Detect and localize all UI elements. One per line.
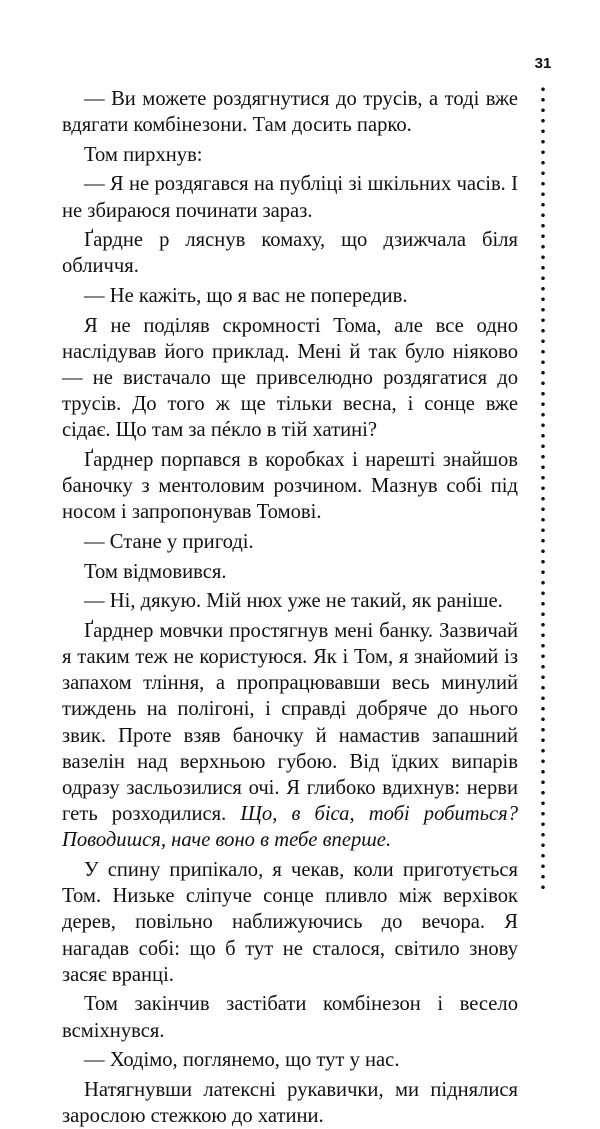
paragraph: Ґарднер порпався в коробках і нарешті знайшов баночку з ментоловим розчином. Мазнув собі під носом і запропонував Томові.	[62, 448, 518, 524]
paragraph: — Не кажіть, що я вас не попередив.	[84, 284, 408, 307]
paragraph: — Ви можете роздягнутися до трусів, а тоді вже вдягати комбінезони. Там досить парко.	[62, 88, 518, 137]
paragraph: — Ходімо, поглянемо, що тут у нас.	[84, 1049, 400, 1072]
paragraph: — Стане у пригоді.	[84, 530, 254, 553]
paragraph: Ґардне р ляснув комаху, що дзижчала біля обличчя.	[62, 229, 518, 278]
paragraph: Я не поділяв скромності Тома, але все одно наслідував його приклад. Мені й так було ніяково — не вистачало ще привселюдно роздягатися до трусів. До того ж ще тільки весна, і сонце вже сідає. Що там за пéкло в тій хатині?	[62, 314, 518, 442]
paragraph: Том відмовився.	[84, 560, 227, 583]
paragraph-text: Ґарднер мовчки простягнув мені банку. Зазвичай я таким теж не користуюся. Як і Том, я знайомий із запахом тління, а пропрацювавши весь минулий тиждень на полігоні, і справді добряче до нього звик. Проте взяв баночку й намастив запашний вазелін над верхньою губою. Від їдких випарів одразу засльозилися очі. Я глибоко вдихнув: нерви геть розходилися.	[62, 619, 518, 826]
paragraph: Том закінчив застібати комбінезон і весело всміхнувся.	[62, 993, 518, 1042]
paragraph: Том пирхнув:	[84, 143, 203, 166]
dotted-margin-rule	[540, 84, 546, 894]
paragraph: — Ні, дякую. Мій нюх уже не такий, як раніше.	[84, 590, 503, 613]
paragraph: У спину припікало, я чекав, коли приготується Том. Низьке сліпуче сонце пливло між верхівок дерев, повільно наближуючись до вечора. Я нагадав собі: що б тут не сталося, світило знову засяє вранці.	[62, 858, 518, 986]
page-number: 31	[534, 55, 552, 72]
paragraph: Натягнувши латексні рукавички, ми піднялися зарослою стежкою до хатини.	[62, 1078, 518, 1127]
paragraph	[62, 618, 518, 854]
italic-inner-thought: Що, в біса, тобі робиться? Поводишся, наче воно в тебе вперше.	[62, 803, 519, 852]
paragraph: — Я не роздягався на публіці зі шкільних часів. І не збираюся починати зараз.	[62, 173, 518, 222]
body-text	[62, 86, 518, 1129]
